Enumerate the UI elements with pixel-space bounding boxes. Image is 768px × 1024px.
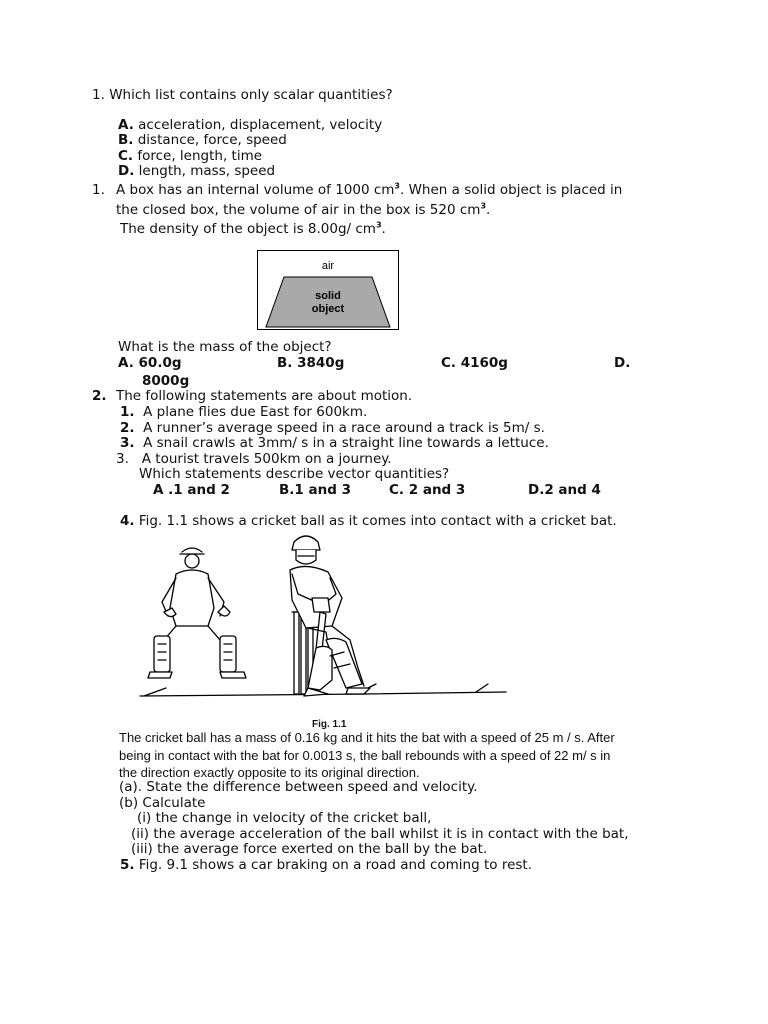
statement-3 bbox=[120, 435, 549, 451]
option-text: distance, force, speed bbox=[137, 132, 287, 148]
solid-object-shape bbox=[266, 277, 390, 327]
question-motion-ask: Which statements describe vector quantities? bbox=[139, 466, 450, 482]
option-a bbox=[118, 117, 382, 133]
superscript: 3 bbox=[480, 201, 487, 211]
superscript: 3 bbox=[394, 181, 400, 191]
figure-caption: Fig. 1.1 bbox=[312, 719, 347, 730]
ground-line bbox=[476, 684, 488, 692]
question-density-line-2 bbox=[116, 202, 490, 218]
sub-part-i: (i) the change in velocity of the cricket ball, bbox=[137, 810, 432, 826]
option-letter: A. bbox=[118, 117, 134, 133]
sub-part-iii: (iii) the average force exerted on the ball by the bat. bbox=[131, 841, 488, 857]
cricket-paragraph-line-3: the direction exactly opposite to its original direction. bbox=[119, 765, 420, 780]
question-text: Fig. 1.1 shows a cricket ball as it comes into contact with a cricket bat. bbox=[138, 513, 617, 529]
statement-number: 3. bbox=[120, 435, 135, 451]
ground-line bbox=[140, 694, 366, 696]
text-part: . bbox=[381, 221, 386, 237]
question-motion-text: The following statements are about motion. bbox=[116, 388, 413, 404]
object-label-2: object bbox=[311, 303, 345, 315]
question-density-ask: What is the mass of the object? bbox=[118, 339, 332, 355]
option-letter: D. bbox=[118, 163, 135, 179]
statement-1 bbox=[120, 404, 367, 420]
option-c: C. 4160g bbox=[441, 355, 508, 371]
option-a: A. 60.0g bbox=[118, 355, 182, 371]
question-car bbox=[120, 857, 532, 873]
text-part: . bbox=[486, 202, 491, 218]
question-number: 5. bbox=[120, 857, 135, 873]
cricket-illustration bbox=[136, 528, 516, 723]
question-density-line-3 bbox=[120, 221, 386, 237]
option-b: B.1 and 3 bbox=[279, 482, 351, 498]
text-part: . When a solid object is placed in bbox=[400, 182, 623, 198]
air-label: air bbox=[321, 260, 335, 272]
option-text: force, length, time bbox=[137, 148, 263, 164]
option-letter: B. bbox=[118, 132, 134, 148]
text-part: A box has an internal volume of 1000 cm bbox=[116, 182, 395, 198]
option-d bbox=[118, 163, 275, 179]
statement-2 bbox=[120, 420, 545, 436]
question-1 bbox=[92, 87, 393, 103]
superscript: 3 bbox=[375, 220, 382, 230]
statement-number: 3. bbox=[116, 451, 129, 467]
option-a: A .1 and 2 bbox=[153, 482, 230, 498]
cricket-paragraph-line-1: The cricket ball has a mass of 0.16 kg and it hits the bat with a speed of 25 m / s. After bbox=[119, 730, 615, 745]
option-b bbox=[118, 132, 287, 148]
question-text: Which list contains only scalar quantities? bbox=[109, 87, 393, 103]
wicketkeeper-figure bbox=[148, 548, 246, 678]
ground-line bbox=[144, 688, 166, 696]
statement-number: 2. bbox=[120, 420, 135, 436]
box-diagram bbox=[258, 251, 398, 329]
statement-text: A tourist travels 500km on a journey. bbox=[141, 451, 392, 467]
statement-text: A snail crawls at 3mm/ s in a straight line towards a lettuce. bbox=[143, 435, 549, 451]
statement-text: A plane flies due East for 600km. bbox=[143, 404, 368, 420]
part-b: (b) Calculate bbox=[119, 795, 206, 811]
statement-4 bbox=[116, 451, 392, 467]
option-text: acceleration, displacement, velocity bbox=[138, 117, 383, 133]
option-d: D.2 and 4 bbox=[528, 482, 601, 498]
object-label-1: solid bbox=[315, 290, 341, 302]
option-b: B. 3840g bbox=[277, 355, 345, 371]
part-a: (a). State the difference between speed and velocity. bbox=[119, 779, 478, 795]
ground-line bbox=[366, 692, 506, 694]
text-part: the closed box, the volume of air in the box is 520 cm bbox=[116, 202, 481, 218]
text-part: The density of the object is 8.00g/ cm bbox=[120, 221, 376, 237]
question-text: Fig. 9.1 shows a car braking on a road and coming to rest. bbox=[138, 857, 532, 873]
option-c bbox=[118, 148, 262, 164]
option-letter: C. bbox=[118, 148, 134, 164]
question-density-line-1 bbox=[116, 182, 622, 198]
question-motion-number: 2. bbox=[92, 388, 107, 404]
sub-part-ii: (ii) the average acceleration of the ball whilst it is in contact with the bat, bbox=[131, 826, 629, 842]
cricket-paragraph-line-2: being in contact with the bat for 0.0013 s, the ball rebounds with a speed of 22 m/ s in bbox=[119, 748, 611, 763]
option-d: D. bbox=[614, 355, 631, 371]
question-cricket bbox=[120, 513, 617, 529]
statement-text: A runner’s average speed in a race around a track is 5m/ s. bbox=[143, 420, 545, 436]
option-text: length, mass, speed bbox=[138, 163, 276, 179]
option-c: C. 2 and 3 bbox=[389, 482, 466, 498]
question-density-number: 1. bbox=[92, 182, 105, 198]
option-d-value: 8000g bbox=[142, 373, 190, 389]
box-figure bbox=[257, 250, 399, 330]
question-number: 1. bbox=[92, 87, 105, 103]
statement-number: 1. bbox=[120, 404, 135, 420]
question-number: 4. bbox=[120, 513, 135, 529]
